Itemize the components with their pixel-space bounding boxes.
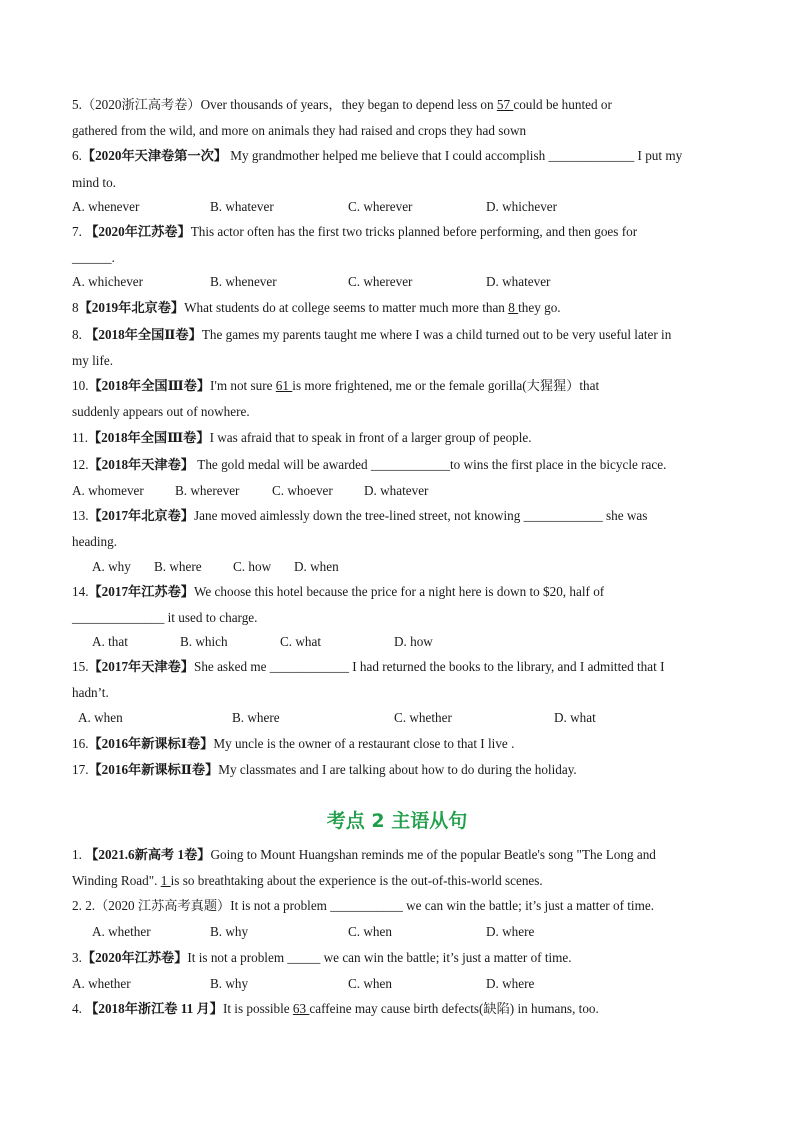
option-b: B. where xyxy=(154,559,202,574)
question-number: 7. xyxy=(72,224,86,239)
option-b: B. wherever xyxy=(175,483,240,498)
answer-blank: ____________ xyxy=(370,457,450,472)
question-5-line xyxy=(72,96,734,114)
option-c: C. whether xyxy=(394,710,452,725)
question-text: I'm not sure xyxy=(210,378,276,393)
question-text: 5.（2020浙江高考卷）Over thousands of years，they began to depend less on xyxy=(72,97,497,112)
question-text: It is not a problem xyxy=(187,950,288,965)
question-text: mind to. xyxy=(72,175,116,190)
question-number: 1. xyxy=(72,847,86,862)
option-b: B. where xyxy=(232,710,280,725)
source-tag: 【2017年江苏卷】 xyxy=(88,584,194,599)
question-8-line xyxy=(72,299,734,317)
s2-question-1-line xyxy=(72,846,734,864)
option-b: B. which xyxy=(180,634,228,649)
answer-blank: ______________ xyxy=(72,610,165,625)
answer-blank: ______. xyxy=(72,250,115,265)
question-10-line xyxy=(72,377,734,395)
source-tag: 【2020年江苏卷】 xyxy=(81,950,188,965)
question-16-line xyxy=(72,735,734,753)
question-number: 15. xyxy=(72,659,89,674)
question-number: 11. xyxy=(72,430,88,445)
question-text: she was xyxy=(602,508,648,523)
option-c: C. wherever xyxy=(348,199,413,214)
option-d: D. when xyxy=(294,559,339,574)
option-a: A. whether xyxy=(72,976,131,991)
question-6-continuation xyxy=(72,174,734,192)
question-text: they go. xyxy=(518,300,561,315)
question-8b-continuation xyxy=(72,352,734,370)
s2-question-4-line xyxy=(72,1000,734,1018)
question-text: She asked me xyxy=(193,659,270,674)
option-a: A. whomever xyxy=(72,483,144,498)
question-number: 17. xyxy=(72,762,89,777)
option-b: B. whenever xyxy=(210,274,277,289)
question-17-line xyxy=(72,761,734,779)
question-text: to wins the first place in the bicycle race. xyxy=(449,457,667,472)
question-number: 4. xyxy=(72,1001,86,1016)
option-c: C. when xyxy=(348,924,392,939)
question-text: I was afraid that to speak in front of a larger group of people. xyxy=(209,430,532,445)
question-number: 3. xyxy=(72,950,82,965)
source-tag: 【2019年北京卷】 xyxy=(78,300,185,315)
option-c: C. how xyxy=(233,559,272,574)
option-a: A. whenever xyxy=(72,199,140,214)
question-text: I put my xyxy=(634,148,683,163)
question-number: 13. xyxy=(72,508,89,523)
source-tag: 【2018年全国Ⅲ卷】 xyxy=(88,378,211,393)
s2-question-2-line xyxy=(72,897,734,915)
source-tag: 【2020年天津卷第一次】 xyxy=(81,148,227,163)
option-d: D. whatever xyxy=(486,274,551,289)
option-d: D. whatever xyxy=(364,483,429,498)
option-d: D. where xyxy=(486,924,535,939)
option-d: D. what xyxy=(554,710,596,725)
question-text: 2.（2020 江苏高考真题）It is not a problem xyxy=(85,898,331,913)
question-number: 8. xyxy=(72,327,86,342)
option-b: B. why xyxy=(210,924,249,939)
question-14-continuation xyxy=(72,609,734,627)
source-tag: 【2016年新课标Ⅰ卷】 xyxy=(88,736,214,751)
source-tag: 【2020年江苏卷】 xyxy=(85,224,191,239)
question-text: I had returned the books to the library, and I admitted that I xyxy=(348,659,665,674)
s2-question-3-line xyxy=(72,949,734,967)
source-tag: 【2018年浙江卷 11 月】 xyxy=(85,1001,223,1016)
section-title: 考点 2 主语从句 xyxy=(326,810,468,832)
question-15-line xyxy=(72,658,734,676)
question-text: hadn’t. xyxy=(72,685,109,700)
source-tag: 【2018年天津卷】 xyxy=(88,457,194,472)
question-number: 6. xyxy=(72,148,82,163)
option-a: A. whichever xyxy=(72,274,144,289)
question-text: Jane moved aimlessly down the tree-lined street, not knowing xyxy=(193,508,524,523)
question-text: is so breathtaking about the experience is the out-of-this-world scenes. xyxy=(170,873,543,888)
question-text: suddenly appears out of nowhere. xyxy=(72,404,250,419)
question-text: could be hunted or xyxy=(513,97,612,112)
question-text: My grandmother helped me believe that I could accomplish xyxy=(226,148,549,163)
question-number: 2. xyxy=(72,898,86,913)
question-14-line xyxy=(72,583,734,601)
question-text: My uncle is the owner of a restaurant close to that I live . xyxy=(213,736,515,751)
question-text: we can win the battle; it’s just a matter of time. xyxy=(402,898,655,913)
option-d: D. how xyxy=(394,634,433,649)
answer-blank: 8 xyxy=(508,300,519,315)
question-13-line xyxy=(72,507,734,525)
option-c: C. whoever xyxy=(272,483,333,498)
question-7-continuation xyxy=(72,249,734,267)
question-number: 8 xyxy=(72,300,79,315)
question-6-line xyxy=(72,147,734,165)
question-text: is more frightened, me or the female gorilla(大猩猩）that xyxy=(292,378,600,393)
option-d: D. where xyxy=(486,976,535,991)
question-number: 12. xyxy=(72,457,89,472)
source-tag: 【2017年天津卷】 xyxy=(88,659,194,674)
answer-blank: _____ xyxy=(287,950,321,965)
question-text: My classmates and I are talking about how to do during the holiday. xyxy=(218,762,577,777)
question-13-continuation xyxy=(72,533,734,551)
source-tag: 【2018年全国Ⅱ卷】 xyxy=(85,327,202,342)
question-text: Going to Mount Huangshan reminds me of the popular Beatle's song "The Long and xyxy=(210,847,656,862)
question-text: gathered from the wild, and more on animals they had raised and crops they had sown xyxy=(72,123,527,138)
option-a: A. that xyxy=(92,634,128,649)
answer-blank: 61 xyxy=(275,378,293,393)
answer-blank: 63 xyxy=(292,1001,310,1016)
question-text: It is possible xyxy=(222,1001,293,1016)
question-5-continuation xyxy=(72,122,734,140)
option-a: A. when xyxy=(78,710,123,725)
option-d: D. whichever xyxy=(486,199,558,214)
question-number: 10. xyxy=(72,378,89,393)
question-text: we can win the battle; it’s just a matter of time. xyxy=(320,950,572,965)
answer-blank: 57 xyxy=(496,97,514,112)
option-c: C. when xyxy=(348,976,392,991)
option-b: B. why xyxy=(210,976,249,991)
option-a: A. whether xyxy=(92,924,151,939)
option-c: C. wherever xyxy=(348,274,413,289)
s2-question-1-continuation xyxy=(72,872,734,890)
question-number: 14. xyxy=(72,584,89,599)
question-text: Winding Road". xyxy=(72,873,161,888)
question-text: heading. xyxy=(72,534,118,549)
question-text: This actor often has the first two tricks planned before performing, and then goes for xyxy=(190,224,638,239)
question-text: We choose this hotel because the price for a night here is down to $20, half of xyxy=(193,584,605,599)
question-text: my life. xyxy=(72,353,114,368)
source-tag: 【2016年新课标Ⅱ卷】 xyxy=(88,762,219,777)
question-text: caffeine may cause birth defects(缺陷) in humans, too. xyxy=(309,1001,599,1016)
option-b: B. whatever xyxy=(210,199,274,214)
question-text: it used to charge. xyxy=(164,610,258,625)
source-tag: 【2018年全国Ⅲ卷】 xyxy=(88,430,210,445)
question-text: The gold medal will be awarded xyxy=(193,457,371,472)
answer-blank: ____________ xyxy=(269,659,349,674)
answer-blank: ___________ xyxy=(330,898,403,913)
option-a: A. why xyxy=(92,559,131,574)
answer-blank: 1 xyxy=(160,873,171,888)
question-12-line xyxy=(72,456,734,474)
source-tag: 【2017年北京卷】 xyxy=(88,508,194,523)
question-8b-line xyxy=(72,326,734,344)
option-c: C. what xyxy=(280,634,322,649)
source-tag: 【2021.6新高考 1卷】 xyxy=(85,847,211,862)
answer-blank: _____________ xyxy=(548,148,635,163)
question-text: What students do at college seems to matter much more than xyxy=(184,300,509,315)
question-7-line xyxy=(72,223,734,241)
question-15-continuation xyxy=(72,684,734,702)
question-10-continuation xyxy=(72,403,734,421)
question-text: The games my parents taught me where I was a child turned out to be very useful later in xyxy=(201,327,672,342)
question-number: 16. xyxy=(72,736,89,751)
question-11-line xyxy=(72,429,734,447)
answer-blank: ____________ xyxy=(523,508,603,523)
